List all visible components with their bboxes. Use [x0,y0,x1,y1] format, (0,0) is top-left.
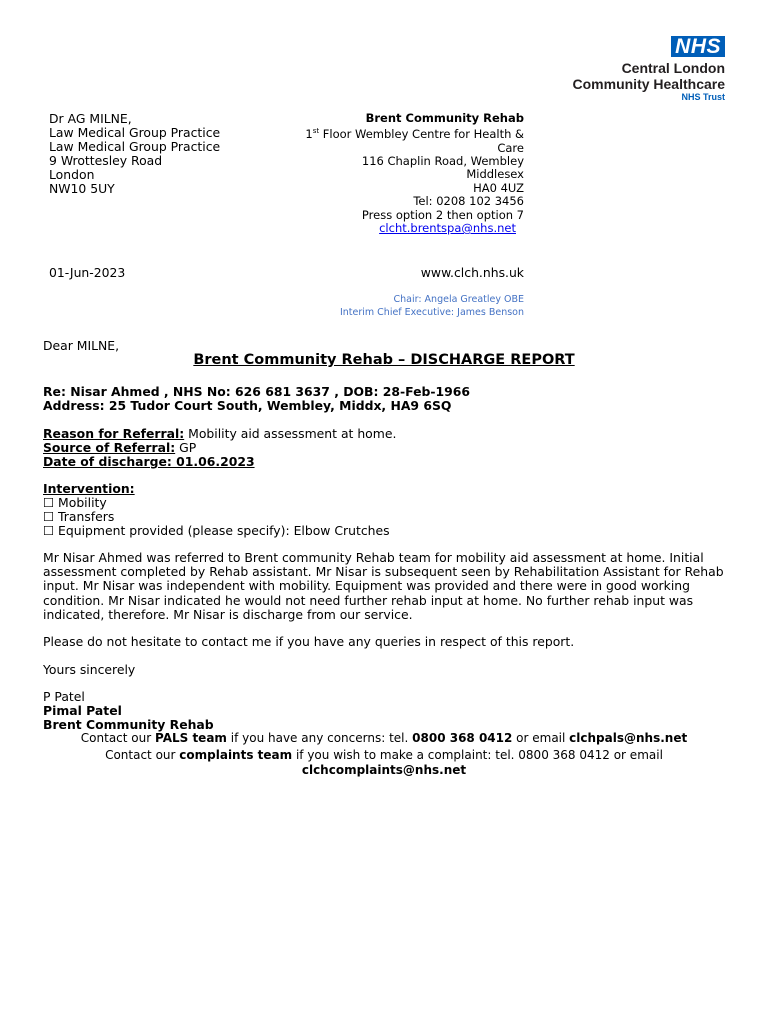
discharge-date: Date of discharge: 01.06.2023 [43,454,255,469]
reason-value: Mobility aid assessment at home. [184,426,397,441]
trust-officers [340,293,524,319]
report-title: Brent Community Rehab – DISCHARGE REPORT [193,352,575,368]
logo-line-1: Central London [621,60,725,76]
patient-address: Address: 25 Tudor Court South, Wembley, Middx, HA9 6SQ [43,398,452,413]
sender-org: Brent Community Rehab [365,111,524,125]
nhs-badge: NHS [671,36,725,57]
pals-email[interactable]: clchpals@nhs.net [569,731,688,745]
signature-block [43,690,214,732]
recipient-address [49,112,220,196]
complaints-line: Contact our complaints team if you wish to make a complaint: tel. 0800 368 0412 or email [105,748,663,762]
intervention-item: ☐ Transfers [43,509,115,524]
sender-floor: 1st Floor Wembley Centre for Health & [305,127,524,142]
closing: Yours sincerely [43,662,136,677]
website[interactable]: www.clch.nhs.uk [420,265,524,280]
complaints-email[interactable]: clchcomplaints@nhs.net [301,763,467,777]
sender-press: Press option 2 then option 7 [361,207,524,222]
sender-tel: Tel: 0208 102 3456 [413,194,524,209]
letter-date: 01-Jun-2023 [49,265,126,280]
intervention-item: ☐ Equipment provided (please specify): Elbow Crutches [43,523,390,538]
pals-line: Contact our PALS team if you have any concerns: tel. 0800 368 0412 or email clchpals@nhs.net [80,731,688,745]
re-line: Re: Nisar Ahmed , NHS No: 626 681 3637 , DOB: 28-Feb-1966 [43,384,471,399]
greeting: Dear MILNE, [43,338,120,353]
source-label: Source of Referral: [43,440,176,455]
signature-initial: P Patel [43,689,85,704]
recipient-line: 9 Wrottesley Road [49,153,163,168]
referral-source [43,441,396,455]
nhs-logo [573,36,725,102]
referral-reason [43,427,396,441]
intervention-heading: Intervention: [43,481,135,496]
recipient-line: Law Medical Group Practice [49,139,221,154]
recipient-line: London [49,167,95,182]
recipient-line: Law Medical Group Practice [49,125,221,140]
reason-label: Reason for Referral: [43,426,185,441]
recipient-line: Dr AG MILNE, [49,111,132,126]
contact-paragraph: Please do not hesitate to contact me if you have any queries in respect of this report. [43,634,575,649]
intervention-item: ☐ Mobility [43,495,107,510]
sender-county: Middlesex [466,167,524,182]
chair-line: Chair: Angela Greatley OBE [393,294,524,305]
logo-line-3: NHS Trust [681,92,725,102]
sender-street: 116 Chaplin Road, Wembley [361,154,524,169]
sender-postcode: HA0 4UZ [473,180,524,195]
sender-care: Care [497,140,524,155]
sender-email-link[interactable]: clcht.brentspa@nhs.net [379,221,516,236]
referral-section [43,427,396,469]
source-value: GP [175,440,197,455]
signature-name: Pimal Patel [43,703,122,718]
signature-team: Brent Community Rehab [43,717,214,732]
sender-address [284,112,524,235]
patient-details [43,385,470,413]
logo-line-2: Community Healthcare [572,76,725,92]
footer-contacts [0,731,768,778]
intervention-section [43,482,390,538]
ceo-line: Interim Chief Executive: James Benson [339,307,524,318]
recipient-line: NW10 5UY [49,181,115,196]
body-paragraph: Mr Nisar Ahmed was referred to Brent community Rehab team for mobility aid assessment at home. Initial assessment completed by Rehab assistant. Mr Nisar is subsequent seen by Rehabilitation Assistant for Rehab input. Mr Nisar was independent with mobility. Equipment was provided and there were in good working condition. Mr Nisar indicated he would not need further rehab input at home. No further rehab input was indicated, therefore. Mr Nisar is discharge from our service. [43,550,724,622]
